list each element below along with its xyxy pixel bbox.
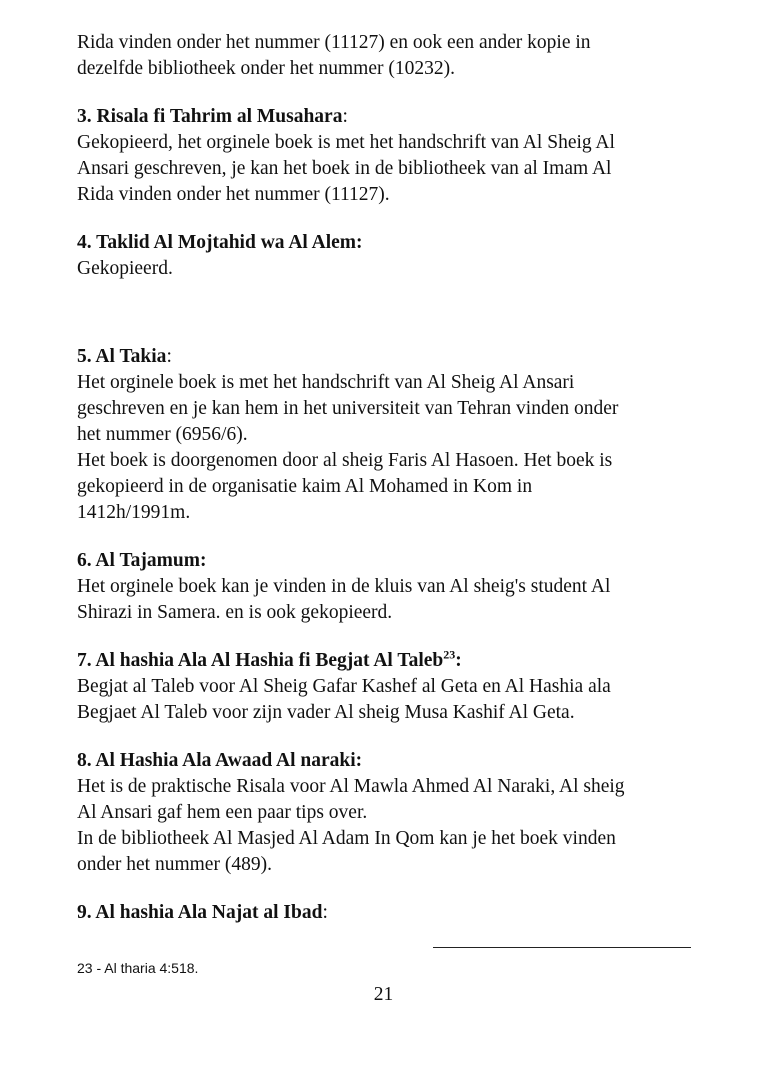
body-line: Shirazi in Samera. en is ook gekopieerd. [77, 602, 393, 623]
body-line: Begjaet Al Taleb voor zijn vader Al sheig Musa Kashif Al Geta. [77, 702, 575, 723]
body-line: Het boek is doorgenomen door al sheig Faris Al Hasoen. Het boek is [77, 450, 613, 471]
body-line: Rida vinden onder het nummer (11127) en ook een ander kopie in [77, 32, 591, 53]
body-line: Het orginele boek kan je vinden in de kluis van Al sheig's student Al [77, 576, 611, 597]
body-line: Ansari geschreven, je kan het boek in de bibliotheek van al Imam Al [77, 158, 612, 179]
footnote: 23 - Al tharia 4:518. [77, 960, 199, 976]
body-line: geschreven en je kan hem in het universiteit van Tehran vinden onder [77, 398, 619, 419]
body-line: gekopieerd in de organisatie kaim Al Mohamed in Kom in [77, 476, 533, 497]
body-line: Gekopieerd. [77, 258, 173, 279]
body-line: Het is de praktische Risala voor Al Mawla Ahmed Al Naraki, Al sheig [77, 776, 625, 797]
footnote-divider [433, 947, 691, 948]
section-heading-9: 9. Al hashia Ala Najat al Ibad: [77, 902, 328, 923]
body-line: het nummer (6956/6). [77, 424, 248, 445]
body-line: 1412h/1991m. [77, 502, 191, 523]
footnote-ref: 23 [443, 647, 456, 662]
body-line: In de bibliotheek Al Masjed Al Adam In Qom kan je het boek vinden [77, 828, 616, 849]
section-heading-3: 3. Risala fi Tahrim al Musahara: [77, 106, 348, 127]
section-heading-4: 4. Taklid Al Mojtahid wa Al Alem: [77, 232, 363, 253]
body-line: Het orginele boek is met het handschrift van Al Sheig Al Ansari [77, 372, 575, 393]
body-line: Gekopieerd, het orginele boek is met het handschrift van Al Sheig Al [77, 132, 615, 153]
page-body [77, 30, 697, 926]
section-heading-8: 8. Al Hashia Ala Awaad Al naraki: [77, 750, 363, 771]
section-heading-6: 6. Al Tajamum: [77, 550, 207, 571]
body-line: onder het nummer (489). [77, 854, 272, 875]
body-line: Begjat al Taleb voor Al Sheig Gafar Kashef al Geta en Al Hashia ala [77, 676, 611, 697]
section-heading-5: 5. Al Takia: [77, 346, 172, 367]
body-line: Rida vinden onder het nummer (11127). [77, 184, 390, 205]
section-heading-7: 7. Al hashia Ala Al Hashia fi Begjat Al Taleb$^{23}$: [77, 647, 462, 671]
page-number: 21 [373, 984, 394, 1005]
body-line: dezelfde bibliotheek onder het nummer (10232). [77, 58, 455, 79]
body-line: Al Ansari gaf hem een paar tips over. [77, 802, 368, 823]
